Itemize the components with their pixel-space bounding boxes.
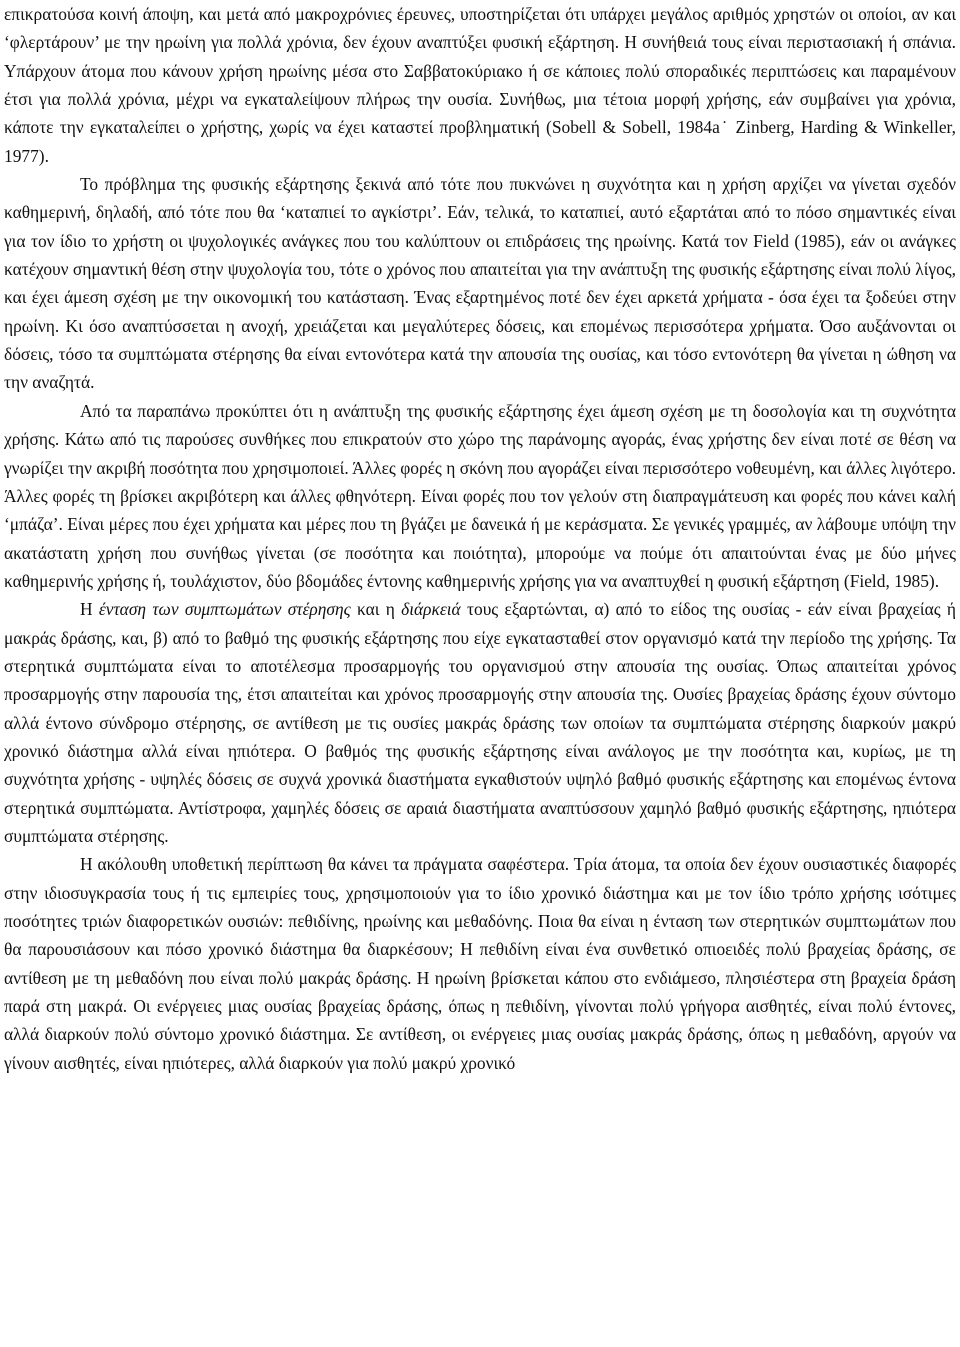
paragraph-1-text: επικρατούσα κοινή άποψη, και μετά από μακροχρόνιες έρευνες, υποστηρίζεται ότι υπάρχει μεγάλος αριθμός χρηστών οι οποίοι, αν και ‘φλερτάρουν’ με την ηρωίνη για πολλά χρόνια, δεν έχουν αναπτύξει φυσική εξάρτηση. Η συνήθειά τους είναι περιστασιακή ή σπάνια. Υπάρχουν άτομα που κάνουν χρήση ηρωίνης μέσα στο Σαββατοκύριακο ή σε κάποιες πολύ σποραδικές περιπτώσεις και παραμένουν έτσι για πολλά χρόνια, μέχρι να εγκαταλείψουν πλήρως την ουσία. Συνήθως, μια τέτοια μορφή χρήσης, εάν συμβαίνει για χρόνια, κάποτε την εγκαταλείπει ο χρήστης, χωρίς να έχει καταστεί προβληματική (Sobell & Sobell, 1984a˙ Zinberg, Harding & Winkeller, 1977). bbox=[4, 4, 956, 166]
paragraph-3-text: Από τα παραπάνω προκύπτει ότι η ανάπτυξη της φυσικής εξάρτησης έχει άμεση σχέση με τη δοσολογία και τη συχνότητα χρήσης. Κάτω από τις παρούσες συνθήκες που επικρατούν στο χώρο της παράνομης αγοράς, ένας χρήστης δεν είναι ποτέ σε θέση να γνωρίζει την ακριβή ποσότητα που χρησιμοποιεί. Άλλες φορές η σκόνη που αγοράζει είναι περισσότερο νοθευμένη, και άλλες λιγότερο. Άλλες φορές τη βρίσκει ακριβότερη και άλλες φθηνότερη. Είναι φορές που τον γελούν στη διαπραγμάτευση και φορές που κάνει καλή ‘μπάζα’. Είναι μέρες που έχει χρήματα και μέρες που τη βγάζει με δανεικά ή με κεράσματα. Σε γενικές γραμμές, αν λάβουμε υπόψη την ακατάστατη χρήση που συνήθως γίνεται (σε ποσότητα και ποιότητα), μπορούμε να πούμε ότι απαιτούνται ένας με δύο μήνες καθημερινής χρήσης ή, τουλάχιστον, δύο βδομάδες έντονης καθημερινής χρήσης για να αναπτυχθεί η φυσική εξάρτηση (Field, 1985). bbox=[4, 400, 956, 591]
paragraph-4-italic-2: διάρκειά bbox=[401, 599, 461, 620]
paragraph-3 bbox=[4, 397, 956, 595]
paragraph-4-italic-1: ένταση των συμπτωμάτων στέρησης bbox=[98, 599, 351, 620]
paragraph-4-text-3: τους εξαρτώνται, α) από το είδος της ουσίας - εάν είναι βραχείας ή μακράς δράσης, και, β) από το βαθμό της φυσικής εξάρτησης που είχε εγκατασταθεί στον οργανισμό κατά την περίοδο της χρήσης. Τα στερητικά συμπτώματα είναι το αποτέλεσμα προσαρμογής του οργανισμού στην απουσία της ουσίας. Όπως απαιτείται χρόνος προσαρμογής στην παρουσία της, έτσι απαιτείται και χρόνος προσαρμογής στην απουσία της. Ουσίες βραχείας δράσης έχουν σύντομο αλλά έντονο σύνδρομο στέρησης, σε αντίθεση με τις ουσίες μακράς δράσης των οποίων τα συμπτώματα στέρησης διαρκούν μακρύ χρονικό διάστημα αλλά είναι ηπιότερα. Ο βαθμός της φυσικής εξάρτησης είναι ανάλογος με την ποσότητα και, κυρίως, με τη συχνότητα χρήσης - υψηλές δόσεις σε συχνά χρονικά διαστήματα εγκαθιστούν υψηλό βαθμό φυσικής εξάρτησης και επομένως έντονα στερητικά συμπτώματα. Αντίστροφα, χαμηλές δόσεις σε αραιά διαστήματα αναπτύσσουν χαμηλό βαθμό φυσικής εξάρτησης, ηπιότερα συμπτώματα στέρησης. bbox=[4, 599, 956, 846]
document-page bbox=[4, 0, 956, 1077]
paragraph-4-text-2: και η bbox=[350, 599, 402, 620]
paragraph-2-text: Το πρόβλημα της φυσικής εξάρτησης ξεκινά από τότε που πυκνώνει η συχνότητα και η χρήση αρχίζει να γίνεται σχεδόν καθημερινή, δηλαδή, από τότε που θα ‘καταπιεί το αγκίστρι’. Εάν, τελικά, το καταπιεί, αυτό εξαρτάται από το πόσο σημαντικές είναι για τον ίδιο το χρήστη οι ψυχολογικές ανάγκες που του καλύπτουν οι επιδράσεις της ηρωίνης. Κατά τον Field (1985), εάν οι ανάγκες κατέχουν σημαντική θέση στην ψυχολογία του, τότε ο χρόνος που απαιτείται για την ανάπτυξη της φυσικής εξάρτησης είναι πολύ λίγος, και έχει άμεση σχέση με την οικονομική του κατάσταση. Ένας εξαρτημένος ποτέ δεν έχει αρκετά χρήματα - όσα έχει τα ξοδεύει στην ηρωίνη. Κι όσο αναπτύσσεται η ανοχή, χρειάζεται και μεγαλύτερες δόσεις, και επομένως περισσότερα χρήματα. Όσο αυξάνονται οι δόσεις, τόσο τα συμπτώματα στέρησης θα είναι εντονότερα κατά την απουσία της ουσίας, και τόσο εντονότερη θα γίνεται η ώθηση να την αναζητά. bbox=[4, 174, 956, 393]
paragraph-4 bbox=[4, 595, 956, 850]
paragraph-5-text: Η ακόλουθη υποθετική περίπτωση θα κάνει τα πράγματα σαφέστερα. Τρία άτομα, τα οποία δεν έχουν ουσιαστικές διαφορές στην ιδιοσυγκρασία τους ή τις εμπειρίες τους, χρησιμοποιούν για το ίδιο χρονικό διάστημα και με τον ίδιο τρόπο χρήσης ισότιμες ποσότητες τριών διαφορετικών ουσιών: πεθιδίνης, ηρωίνης και μεθαδόνης. Ποια θα είναι η ένταση των στερητικών συμπτωμάτων που θα παρουσιάσουν και πόσο χρονικό διάστημα θα διαρκέσουν; Η πεθιδίνη είναι ένα συνθετικό οπιοειδές πολύ βραχείας δράσης, σε αντίθεση με τη μεθαδόνη που είναι πολύ μακράς δράσης. Η ηρωίνη βρίσκεται κάπου στο ενδιάμεσο, πλησιέστερα στη βραχεία δράση παρά στη μακρά. Οι ενέργειες μιας ουσίας βραχείας δράσης, όπως η πεθιδίνη, γίνονται πολύ γρήγορα αισθητές, είναι πολύ έντονες, αλλά διαρκούν πολύ σύντομο χρονικό διάστημα. Σε αντίθεση, οι ενέργειες μιας ουσίας μακράς δράσης, όπως η μεθαδόνη, αργούν να γίνουν αισθητές, είναι ηπιότερες, αλλά διαρκούν για πολύ μακρύ χρονικό bbox=[4, 854, 956, 1073]
paragraph-4-text-1: Η bbox=[80, 599, 99, 620]
paragraph-5 bbox=[4, 850, 956, 1077]
paragraph-1 bbox=[4, 0, 956, 170]
paragraph-2 bbox=[4, 170, 956, 397]
